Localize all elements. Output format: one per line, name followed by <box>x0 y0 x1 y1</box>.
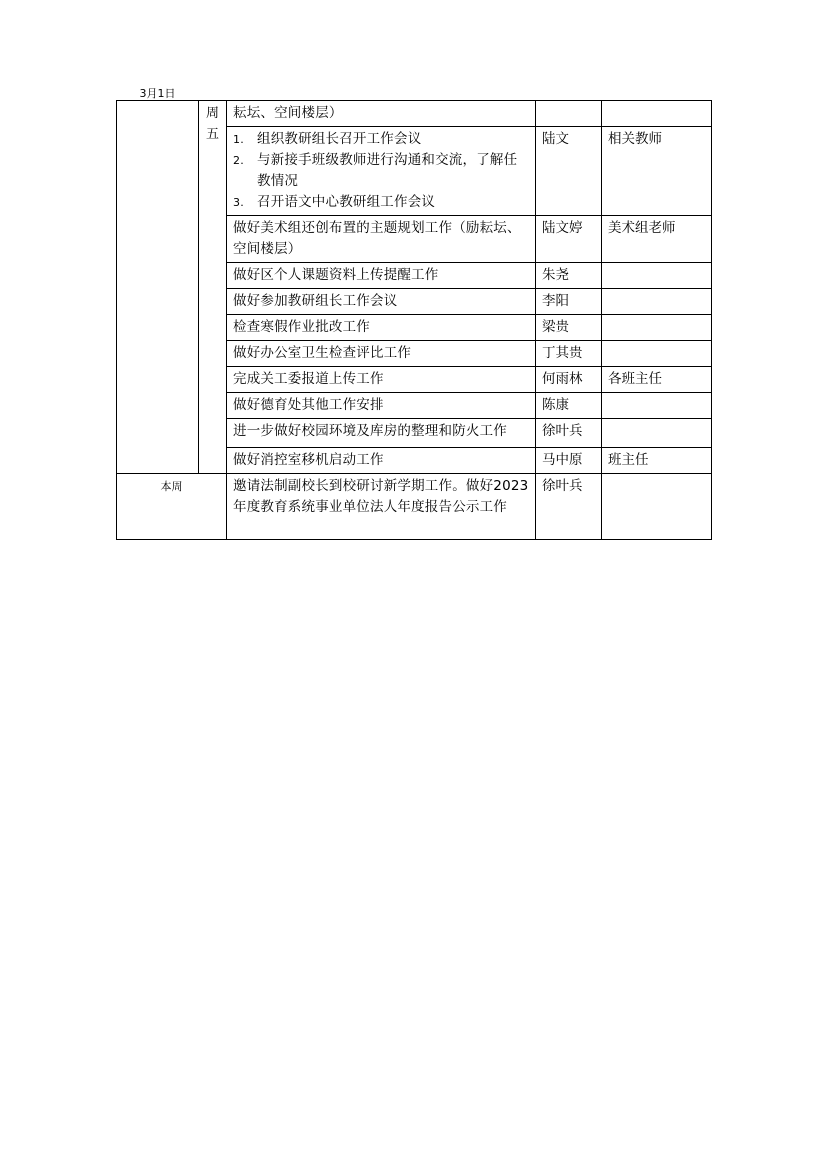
list-item <box>233 150 529 192</box>
person-cell: 徐叶兵 <box>536 419 602 448</box>
list-item <box>233 129 529 150</box>
note-cell: 各班主任 <box>602 367 712 393</box>
person-cell: 朱尧 <box>536 263 602 289</box>
task-cell: 做好参加教研组长工作会议 <box>227 289 536 315</box>
person-cell: 梁贵 <box>536 315 602 341</box>
task-cell: 做好美术组还创布置的主题规划工作（励耘坛、空间楼层） <box>227 216 536 263</box>
table-row <box>117 474 712 540</box>
note-cell <box>602 289 712 315</box>
person-cell: 马中原 <box>536 448 602 474</box>
list-number: 3. <box>233 196 244 209</box>
task-cell: 进一步做好校园环境及库房的整理和防火工作 <box>227 419 536 448</box>
note-cell <box>602 341 712 367</box>
note-cell: 美术组老师 <box>602 216 712 263</box>
list-text: 召开语文中心教研组工作会议 <box>257 194 436 210</box>
person-cell <box>536 101 602 127</box>
task-cell: 完成关工委报道上传工作 <box>227 367 536 393</box>
person-cell: 陆文婷 <box>536 216 602 263</box>
list-text: 与新接手班级教师进行沟通和交流，了解任教情况 <box>257 152 518 189</box>
task-cell <box>227 127 536 216</box>
task-cell: 做好区个人课题资料上传提醒工作 <box>227 263 536 289</box>
task-numbered-list <box>233 129 529 213</box>
person-cell: 何雨林 <box>536 367 602 393</box>
list-number: 1. <box>233 133 244 146</box>
note-cell <box>602 419 712 448</box>
task-cell: 检查寒假作业批改工作 <box>227 315 536 341</box>
schedule-table <box>116 87 712 540</box>
task-cell: 耘坛、空间楼层） <box>227 101 536 127</box>
weekday-cell <box>199 101 227 474</box>
person-cell: 丁其贵 <box>536 341 602 367</box>
date-label: 3月1日 <box>139 87 176 100</box>
note-cell <box>602 315 712 341</box>
note-cell: 班主任 <box>602 448 712 474</box>
note-cell <box>602 263 712 289</box>
date-cell <box>117 87 199 474</box>
note-cell <box>602 393 712 419</box>
note-cell <box>602 101 712 127</box>
task-cell: 做好消控室移机启动工作 <box>227 448 536 474</box>
task-cell: 做好办公室卫生检查评比工作 <box>227 341 536 367</box>
table-row <box>117 101 712 127</box>
weekday-char-1: 周 <box>205 106 219 121</box>
person-cell: 陈康 <box>536 393 602 419</box>
note-cell: 相关教师 <box>602 127 712 216</box>
person-cell: 徐叶兵 <box>536 474 602 540</box>
person-cell: 李阳 <box>536 289 602 315</box>
list-text: 组织教研组长召开工作会议 <box>257 131 422 147</box>
task-cell: 做好德育处其他工作安排 <box>227 393 536 419</box>
task-cell: 邀请法制副校长到校研讨新学期工作。做好2023年度教育系统事业单位法人年度报告公示工作 <box>227 474 536 540</box>
note-cell <box>602 474 712 540</box>
list-number: 2. <box>233 154 244 167</box>
person-cell: 陆文 <box>536 127 602 216</box>
list-item <box>233 192 529 213</box>
weekday-char-2: 五 <box>205 127 219 142</box>
week-label-cell: 本周 <box>117 474 227 540</box>
